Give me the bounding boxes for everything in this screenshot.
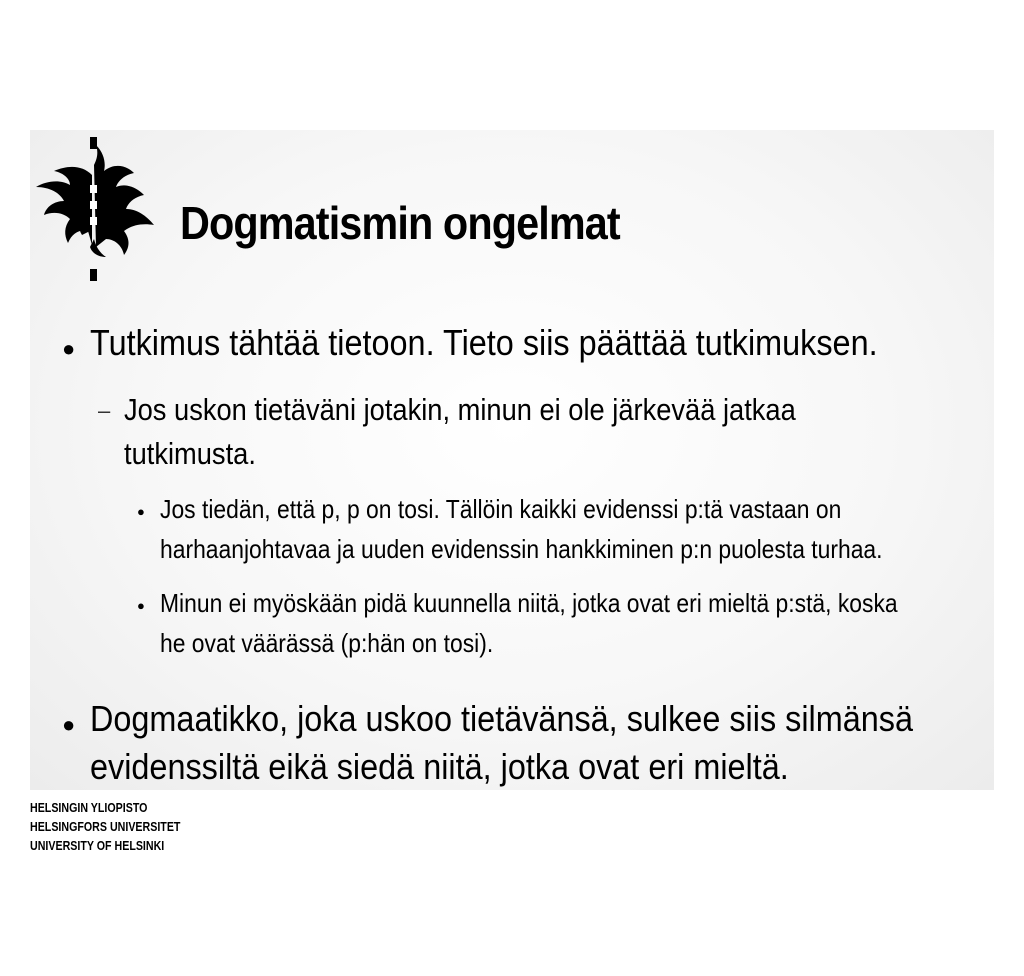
bullet-2-line-1: Dogmaatikko, joka uskoo tietävänsä, sulkee siis silmänsä: [90, 698, 913, 739]
sub-bullet-line-2: tutkimusta.: [124, 436, 256, 471]
sub-sub-bullet-1-line-1: Jos tiedän, että p, p on tosi. Tällöin kaikki evidenssi p:tä vastaan on: [160, 494, 842, 524]
bullet-1-text: Tutkimus tähtää tietoon. Tieto siis päättää tutkimuksen.: [90, 322, 878, 363]
sub-bullet-line-1: Jos uskon tietäväni jotakin, minun ei ole järkevää jatkaa: [124, 392, 796, 427]
bullet-2-line-2: evidenssiltä eikä siedä niitä, jotka ovat eri mieltä.: [90, 746, 789, 787]
bullet-dot-icon: ●: [137, 598, 145, 613]
bullet-dot-icon: ●: [62, 336, 76, 361]
dash-icon: –: [98, 398, 111, 423]
university-name-footer: [30, 798, 180, 855]
bullet-dot-icon: ●: [137, 504, 145, 519]
slide-title: Dogmatismin ongelmat: [180, 197, 620, 249]
footer-line-finnish: HELSINGIN YLIOPISTO: [30, 800, 148, 815]
university-logo-icon: [34, 135, 156, 283]
bullet-dot-icon: ●: [62, 712, 76, 737]
footer-line-swedish: HELSINGFORS UNIVERSITET: [30, 819, 181, 834]
sub-sub-bullet-2-line-2: he ovat väärässä (p:hän on tosi).: [160, 628, 494, 658]
footer-line-english: UNIVERSITY OF HELSINKI: [30, 838, 165, 853]
sub-sub-bullet-1-line-2: harhaanjohtavaa ja uuden evidenssin hankkiminen p:n puolesta turhaa.: [160, 534, 883, 564]
sub-sub-bullet-2-line-1: Minun ei myöskään pidä kuunnella niitä, jotka ovat eri mieltä p:stä, koska: [160, 588, 898, 618]
